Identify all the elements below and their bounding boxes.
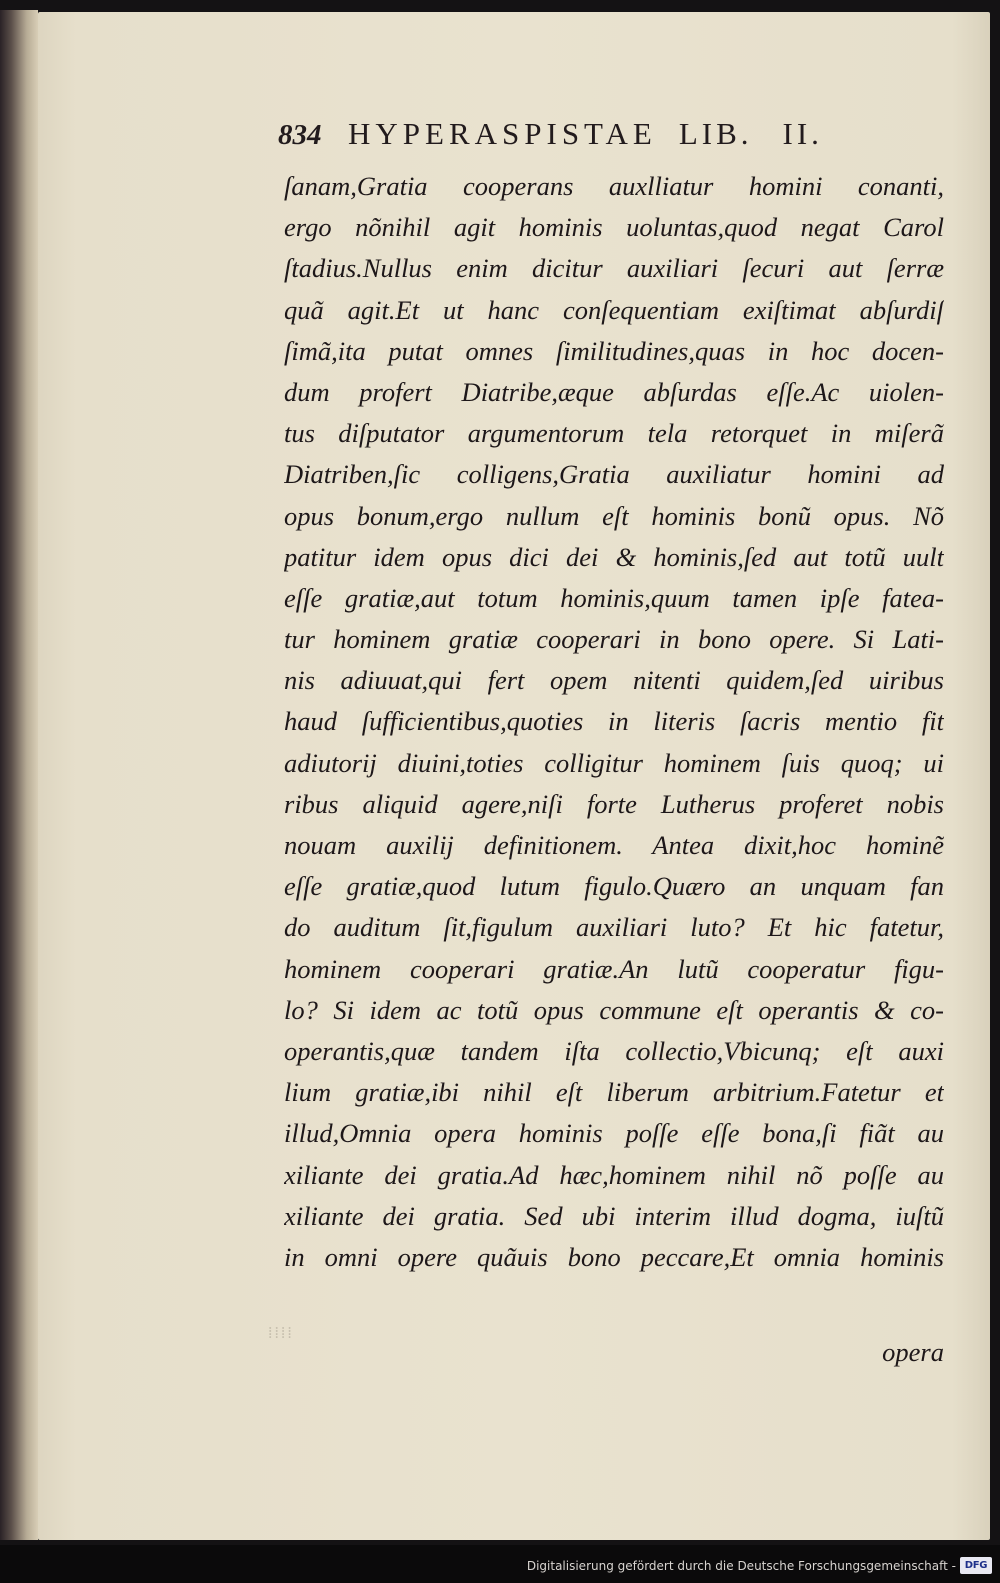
running-head-title: HYPERASPISTAE [348,116,657,151]
text-line: nis adiuuat,qui fert opem nitenti quidem,ſed uiribus [284,665,944,696]
text-line: tur hominem gratiæ cooperari in bono opere. Si Lati- [284,624,944,655]
text-line: lium gratiæ,ibi nihil eſt liberum arbitrium.Fatetur et [284,1077,944,1108]
text-line: xiliante dei gratia.Ad hæc,hominem nihil nõ poſſe au [284,1159,944,1190]
text-line: eſſe gratiæ,aut totum hominis,quum tamen ipſe fatea- [284,582,944,613]
text-line: opus bonum,ergo nullum eſt hominis bonũ opus. Nõ [284,500,944,531]
body-text [284,166,944,1278]
text-line: xiliante dei gratia. Sed ubi interim illud dogma, iuſtũ [284,1200,944,1231]
text-line: dum profert Diatribe,æque abſurdas eſſe.Ac uiolen- [284,376,944,407]
digitization-credit: Digitalisierung gefördert durch die Deutsche Forschungsgemeinschaft - [526,1559,956,1573]
dfg-logo-icon: DFG [960,1557,992,1574]
text-line: illud,Omnia opera hominis poſſe eſſe bona,ſi fiãt au [284,1118,944,1149]
text-line: eſſe gratiæ,quod lutum figulo.Quæro an unquam fan [284,871,944,902]
text-line: quã agit.Et ut hanc conſequentiam exiſtimat abſurdiſ [284,294,944,325]
text-line: nouam auxilij definitionem. Antea dixit,hoc hominẽ [284,830,944,860]
text-line: ſimã,ita putat omnes ſimilitudines,quas in hoc docen- [284,335,944,366]
text-line: in omni opere quãuis bono peccare,Et omnia hominis [284,1241,944,1272]
text-line: ergo nõnihil agit hominis uoluntas,quod negat Carol [284,212,944,243]
text-line: patitur idem opus dici dei & hominis,ſed aut totũ uult [284,541,944,572]
text-line: ſtadius.Nullus enim dicitur auxiliari ſecuri aut ſerræ [284,253,944,284]
text-line: ſanam,Gratia cooperans auxlliatur homini conanti, [284,171,944,201]
text-line: adiutorij diuini,toties colligitur hominem ſuis quoq; ui [284,747,944,778]
text-line: lo? Si idem ac totũ opus commune eſt operantis & co- [284,994,944,1025]
text-line: do auditum ſit,figulum auxiliari luto? Et hic fatetur, [284,912,944,943]
text-line: ribus aliquid agere,niſi forte Lutherus proferet nobis [284,788,944,819]
running-head-lib: LIB. [678,116,753,151]
running-head-book-number: II. [782,116,823,151]
catchword: opera [882,1337,944,1367]
running-head [278,116,918,162]
book-spine-edge [0,10,38,1540]
text-line: haud ſufficientibus,quoties in literis ſacris mentio fit [284,706,944,737]
bleed-through-mark: ⁞⁞⁞⁞ [268,1325,294,1342]
text-line: operantis,quæ tandem iſta collectio,Vbicunq; eſt auxi [284,1035,944,1066]
text-line: Diatriben,ſic colligens,Gratia auxiliatur homini ad [284,459,944,490]
page-number: 834 [278,119,322,151]
text-line: hominem cooperari gratiæ.An lutũ cooperatur figu- [284,953,944,984]
text-line: tus diſputator argumentorum tela retorquet in miſerã [284,418,944,449]
